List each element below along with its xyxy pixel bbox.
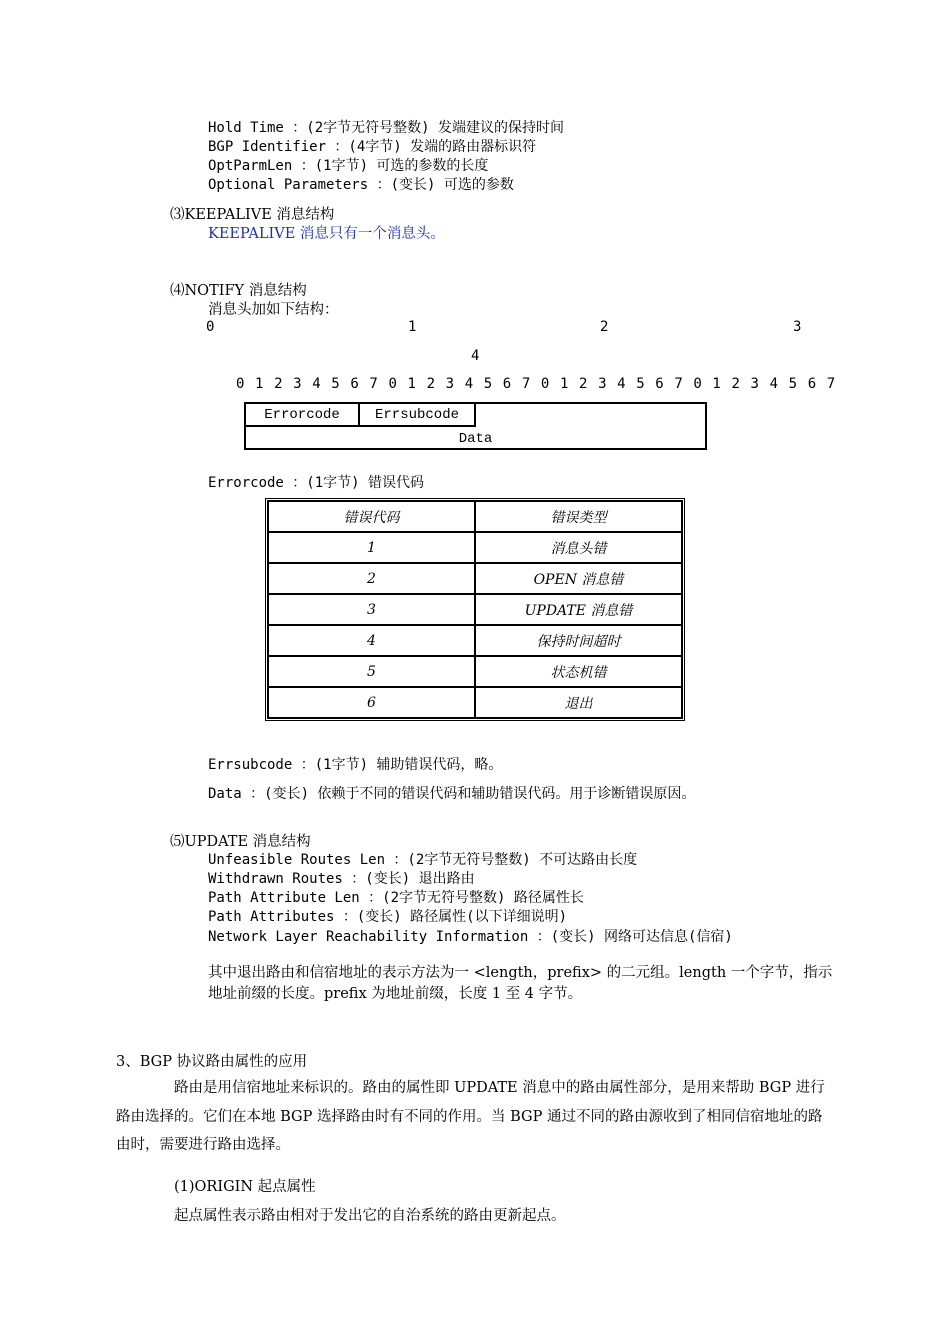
table-row <box>268 625 682 656</box>
table-cell-code: 3 <box>268 594 475 625</box>
update-field-path-attributes: Path Attributes ：(变长) 路径属性(以下详细说明) <box>208 909 568 925</box>
errorcode-description: Errorcode ：(1字节) 错误代码 <box>208 475 425 491</box>
octet-label-0: 0 <box>206 319 215 335</box>
table-cell-type: UPDATE 消息错 <box>475 594 682 625</box>
open-field-bgp-identifier: BGP Identifier ：(4字节) 发端的路由器标识符 <box>208 139 537 155</box>
update-field-withdrawn-routes: Withdrawn Routes ：(变长) 退出路由 <box>208 871 475 887</box>
errsubcode-description: Errsubcode ：(1字节) 辅助错误代码，略。 <box>208 757 503 773</box>
table-cell-code: 2 <box>268 563 475 594</box>
section3-heading: 3、BGP 协议路由属性的应用 <box>116 1054 308 1070</box>
field-errorcode: Errorcode <box>244 402 360 427</box>
origin-body: 起点属性表示路由相对于发出它的自治系统的路由更新起点。 <box>174 1208 566 1224</box>
octet-label-1: 1 <box>408 319 417 335</box>
update-field-unfeasible-routes-len: Unfeasible Routes Len ：(2字节无符号整数) 不可达路由长度 <box>208 852 638 868</box>
table-row <box>268 563 682 594</box>
keepalive-heading: ⑶KEEPALIVE 消息结构 <box>170 207 335 223</box>
table-row <box>268 656 682 687</box>
update-note: 其中退出路由和信宿地址的表示方法为一 <length，prefix> 的二元组。length 一个字节，指示地址前缀的长度。prefix 为地址前缀，长度 1 至 4 字节。 <box>208 965 833 1002</box>
data-description: Data ：(变长) 依赖于不同的错误代码和辅助错误代码。用于诊断错误原因。 <box>208 786 696 802</box>
field-errsubcode: Errsubcode <box>358 402 476 427</box>
section3-paragraph: 路由是用信宿地址来标识的。路由的属性即 UPDATE 消息中的路由属性部分，是用来帮助 BGP 进行路由选择的。它们在本地 BGP 选择路由时有不同的作用。当 BGP 通过不同的路由源收到了相同信宿地址的路由时，需要进行路由选择。 <box>116 1080 825 1153</box>
open-field-hold-time: Hold Time ：(2字节无符号整数) 发端建议的保持时间 <box>208 120 565 136</box>
table-cell-code: 4 <box>268 625 475 656</box>
update-heading: ⑸UPDATE 消息结构 <box>170 834 311 850</box>
open-field-optparmlen: OptParmLen ：(1字节) 可选的参数的长度 <box>208 158 489 174</box>
update-field-nlri: Network Layer Reachability Information ：(变长) 网络可达信息(信宿) <box>208 929 733 945</box>
table-row <box>268 594 682 625</box>
update-field-path-attribute-len: Path Attribute Len ：(2字节无符号整数) 路径属性长 <box>208 890 584 906</box>
table-header-code: 错误代码 <box>268 501 475 532</box>
table-header-row <box>268 501 682 532</box>
table-cell-code: 6 <box>268 687 475 718</box>
notify-heading: ⑷NOTIFY 消息结构 <box>170 283 307 299</box>
octet-label-2: 2 <box>600 319 609 335</box>
table-cell-code: 5 <box>268 656 475 687</box>
table-header-type: 错误类型 <box>475 501 682 532</box>
origin-subheading: (1)ORIGIN 起点属性 <box>174 1179 316 1195</box>
open-field-optional-parameters: Optional Parameters ：(变长) 可选的参数 <box>208 177 514 193</box>
table-cell-type: 保持时间超时 <box>475 625 682 656</box>
table-cell-code: 1 <box>268 532 475 563</box>
table-row <box>268 532 682 563</box>
error-code-table <box>265 498 685 721</box>
table-row <box>268 687 682 718</box>
table-cell-type: OPEN 消息错 <box>475 563 682 594</box>
table-cell-type: 退出 <box>475 687 682 718</box>
bit-ruler: 0 1 2 3 4 5 6 7 0 1 2 3 4 5 6 7 0 1 2 3 4 5 6 7 0 1 2 3 4 5 6 7 <box>236 376 837 392</box>
keepalive-body: KEEPALIVE 消息只有一个消息头。 <box>208 226 445 242</box>
table-cell-type: 消息头错 <box>475 532 682 563</box>
notify-intro: 消息头加如下结构： <box>208 302 339 318</box>
table-cell-type: 状态机错 <box>475 656 682 687</box>
octet-label-4: 4 <box>471 348 480 364</box>
field-data: Data <box>458 431 493 447</box>
octet-label-3: 3 <box>793 319 802 335</box>
